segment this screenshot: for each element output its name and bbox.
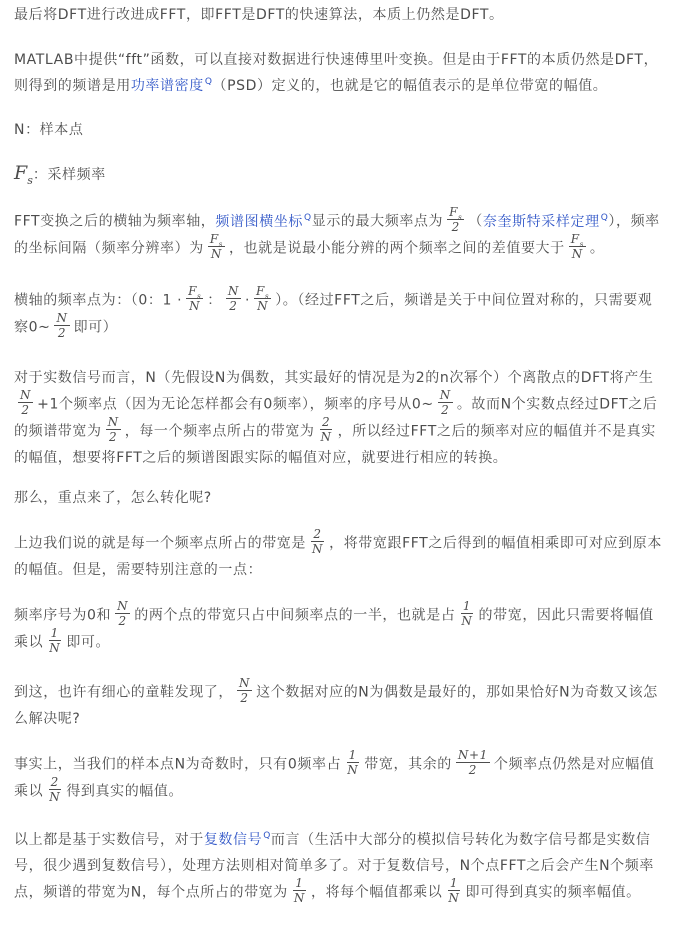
- fraction-n-plus-1-over-2: $\frac{N+1}{2}$: [457, 748, 488, 777]
- fraction-fs-over-2: $\frac{F_s}{2}$: [449, 205, 463, 234]
- paragraph-n-definition: [14, 117, 664, 143]
- search-icon: Q: [600, 212, 609, 223]
- link-nyquist[interactable]: 奈奎斯特采样定理$^Q$: [482, 212, 609, 230]
- link-complex-signal[interactable]: 复数信号$^Q$: [203, 831, 271, 848]
- paragraph-complex-signal: 以上都是基于实数信号，对于复数信号$^Q$而言（生活中大部分的模拟信号转化为数字信号都是实数信号，很少遇到复数信号），处理方法则相对简单多了。对于复数信号，N个点FFT之后会产生N个频率点，频谱的带宽为N，每个点所占的带宽为 $\frac{1}{N}$ ，将每个幅值都乘以 $\frac{1}{N}$ 即可得到真实的频率幅值。: [14, 831, 654, 905]
- text: （PSD）定义的，也就是它的幅值表示的是单位带宽的幅值。: [212, 78, 608, 94]
- paragraph-matlab-fft: [14, 47, 664, 99]
- text: N：样本点: [14, 122, 84, 138]
- fraction-1-over-n: $\frac{1}{N}$: [461, 599, 473, 628]
- fraction-1-over-n: $\frac{1}{N}$: [448, 876, 460, 905]
- fraction-fs-over-n: $\frac{F_s}{N}$: [570, 232, 584, 261]
- fraction-fs-over-n: $\frac{F_s}{N}$: [188, 284, 202, 313]
- fraction-1-over-n: $\frac{1}{N}$: [49, 626, 61, 655]
- fraction-1-over-n: $\frac{1}{N}$: [347, 748, 359, 777]
- fraction-2-over-n: $\frac{2}{N}$: [312, 527, 324, 556]
- paragraph-bandwidth: 上边我们说的就是每一个频率点所占的带宽是 $\frac{2}{N}$ ，将带宽跟FFT之后得到的幅值相乘即可对应到原本的幅值。但是，需要特别注意的一点：: [14, 527, 662, 578]
- paragraph-edge-points: 频率序号为0和 $\frac{N}{2}$ 的两个点的带宽只占中间频率点的一半，也就是占 $\frac{1}{N}$ 的带宽，因此只需要将幅值乘以 $\frac{1}{N}$ 即可。: [14, 599, 654, 655]
- fraction-2-over-n: $\frac{2}{N}$: [49, 775, 61, 804]
- paragraph-real-signal: 对于实数信号而言，N（先假设N为偶数，其实最好的情况是为2的n次幂个）个离散点的DFT将产生 $\frac{N}{2}$ +1个频率点（因为无论怎样都会有0频率），频率的序号从0~ $\frac{N}{2}$ 。故而N个实数点经过DFT之后的频谱带宽为 $\frac{N}{2}$ ，每一个频率点所占的带宽为 $\frac{2}{N}$ ，所以经过FFT之后的频率对应的幅值并不是真实的幅值，想要将FFT之后的频谱图跟实际的幅值对应，就要进行相应的转换。: [14, 370, 658, 466]
- search-icon: Q: [304, 212, 312, 223]
- fraction-fs-over-n: $\frac{F_s}{N}$: [209, 232, 223, 261]
- paragraph-odd-question: 到这，也许有细心的童鞋发现了， $\frac{N}{2}$ 这个数据对应的N为偶数是最好的，那如果恰好N为奇数又该怎么解决呢?: [14, 676, 658, 727]
- link-spectrum-axis[interactable]: 频谱图横坐标$^Q$: [215, 212, 312, 230]
- fraction-fs-over-n: $\frac{F_s}{N}$: [256, 284, 270, 313]
- fraction-n-over-2: $\frac{N}{2}$: [439, 388, 451, 417]
- fraction-n-over-2: $\frac{N}{2}$: [56, 311, 68, 340]
- search-icon: Q: [263, 831, 271, 842]
- fraction-n-over-2: $\frac{N}{2}$: [107, 415, 119, 444]
- fraction-n-over-2: $\frac{N}{2}$: [227, 284, 239, 313]
- paragraph-odd-answer: 事实上，当我们的样本点N为奇数时，只有0频率占 $\frac{1}{N}$ 带宽，其余的 $\frac{N+1}{2}$ 个频率点仍然是对应幅值乘以 $\frac{2}{N}$ 得到真实的幅值。: [14, 748, 655, 804]
- search-icon: Q: [204, 77, 213, 88]
- text: MATLAB中提供“fft”函数，可以直接对数据进行快速傅里叶变换。但是由于FFT的本质仍然是DFT，则得到的频谱是用: [14, 52, 659, 94]
- paragraph-frequency-axis: FFT变换之后的横轴为频率轴，频谱图横坐标$^Q$显示的最大频率点为 $\frac{F_s}{2}$ （奈奎斯特采样定理$^Q$），频率的坐标间隔（频率分辨率）为 $\frac{F_s}{N}$ ，也就是说最小能分辨的两个频率之间的差值要大于 $\frac{F_s}{N}$ 。: [14, 205, 660, 261]
- paragraph-question: [14, 485, 664, 511]
- text: 那么，重点来了，怎么转化呢?: [14, 490, 212, 506]
- text: ：采样频率: [32, 167, 106, 183]
- paragraph-fs-definition: [14, 160, 664, 194]
- fraction-1-over-n: $\frac{1}{N}$: [293, 876, 305, 905]
- fs-symbol: $F_s$: [14, 162, 33, 187]
- link-psd[interactable]: 功率谱密度$^Q$: [130, 77, 213, 94]
- paragraph-frequency-points: 横轴的频率点为：（0：1 · $\frac{F_s}{N}$ ： $\frac{N}{2}$ · $\frac{F_s}{N}$ ）。（经过FFT之后，频谱是关于中间位置对称的，只需要观察0~ $\frac{N}{2}$ 即可）: [14, 284, 653, 340]
- fraction-n-over-2: $\frac{N}{2}$: [117, 599, 129, 628]
- fraction-n-over-2: $\frac{N}{2}$: [20, 388, 32, 417]
- text: 最后将DFT进行改进成FFT，即FFT是DFT的快速算法，本质上仍然是DFT。: [14, 7, 504, 23]
- paragraph-fft-intro: [14, 2, 664, 28]
- fraction-2-over-n: $\frac{2}{N}$: [320, 415, 332, 444]
- fraction-n-over-2: $\frac{N}{2}$: [239, 676, 251, 705]
